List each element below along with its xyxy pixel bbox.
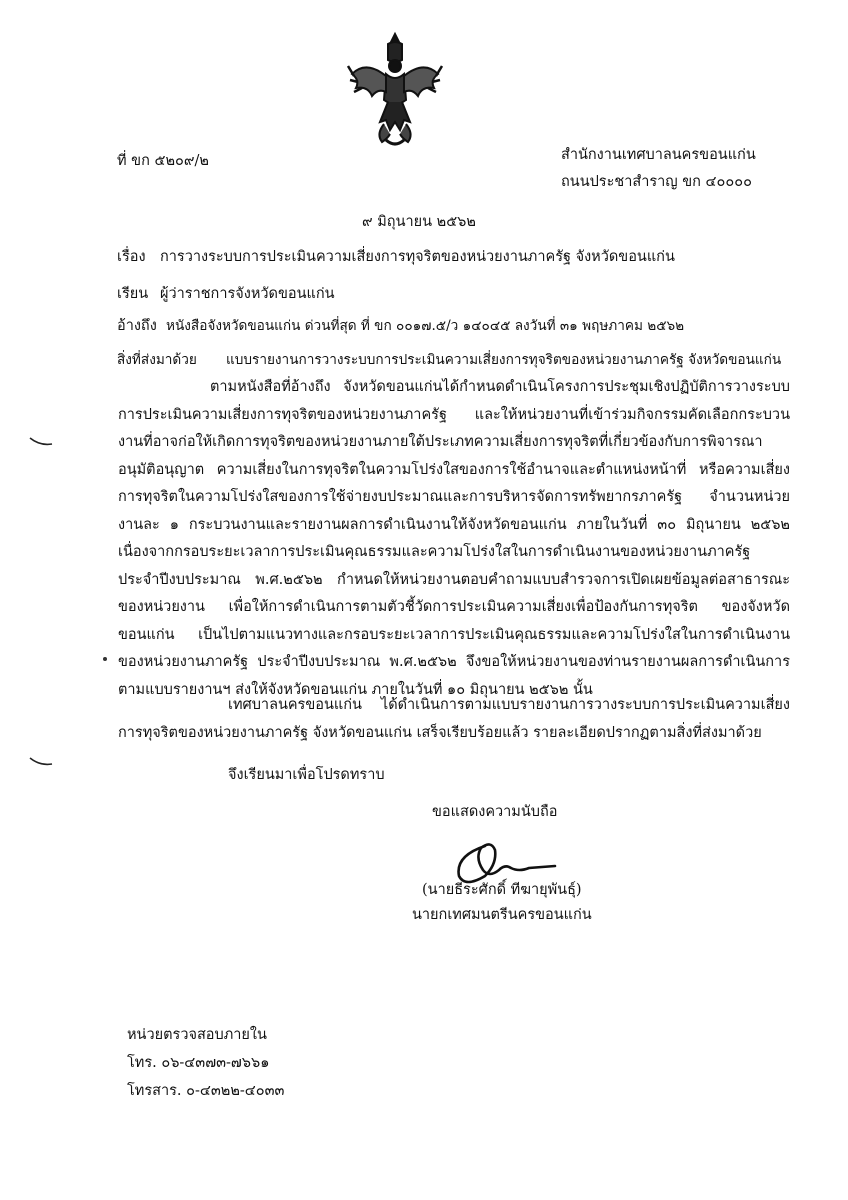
body-paragraph-2-text: เทศบาลนครขอนแก่น ได้ดำเนินการตามแบบรายงานการวางระบบการประเมินความเสี่ยงการทุจริตของหน่วยงานภาครัฐ จังหวัดขอนแก่น เสร็จเรียบร้อยแล้ว รายละเอียดปรากฏตามสิ่งที่ส่งมาด้วย bbox=[118, 697, 790, 741]
footer-fax: โทรสาร. ๐-๔๓๒๒-๔๐๓๓ bbox=[127, 1083, 285, 1099]
reference-label: อ้างถึง bbox=[117, 318, 157, 334]
reference-text: หนังสือจังหวัดขอนแก่น ด่วนที่สุด ที่ ขก ๐๐๑๗.๕/ว ๑๔๐๔๕ ลงวันที่ ๓๑ พฤษภาคม ๒๕๖๒ bbox=[166, 318, 685, 334]
reference-number: ที่ ขก ๕๒๐๙/๒ bbox=[117, 153, 209, 169]
scan-dot bbox=[100, 654, 110, 664]
closing-text: ขอแสดงความนับถือ bbox=[432, 804, 558, 820]
subject-label: เรื่อง bbox=[117, 249, 146, 265]
to-label: เรียน bbox=[117, 286, 149, 302]
issuer-address: ถนนประชาสำราญ ขก ๔๐๐๐๐ bbox=[561, 174, 752, 190]
body-paragraph-1-text: ตามหนังสือที่อ้างถึง จังหวัดขอนแก่นได้กำหนดดำเนินโครงการประชุมเชิงปฏิบัติการวางระบบการประเมินความเสี่ยงการทุจริตของหน่วยงานภาครัฐ และให้หน่วยงานที่เข้าร่วมกิจกรรมคัดเลือกกระบวนงานที่อาจก่อให้เกิดการทุจริตของหน่วยงานภายใต้ประเภทความเสี่ยงการทุจริตที่เกี่ยวข้องกับการพิจารณาอนุมัติอนุญาต ความเสี่ยงในการทุจริตในความโปร่งใสของการใช้อำนาจและตำแหน่งหน้าที่ หรือความเสี่ยงการทุจริตในความโปร่งใสของการใช้จ่ายงบประมาณและการบริหารจัดการทรัพยากรภาครัฐ จำนวนหน่วยงานละ ๑ กระบวนงานและรายงานผลการดำเนินงานให้จังหวัดขอนแก่น ภายในวันที่ ๓๐ มิถุนายน ๒๕๖๒ เนื่องจากกรอบระยะเวลาการประเมินคุณธรรมและความโปร่งใสในการดำเนินงานของหน่วยงานภาครัฐ ประจำปีงบประมาณ พ.ศ.๒๕๖๒ กำหนดให้หน่วยงานตอบคำถามแบบสำรวจการเปิดเผยข้อมูลต่อสาธารณะของหน่วยงาน เพื่อให้การดำเนินการตามตัวชี้วัดการประเมินความเสี่ยงเพื่อป้องกันการทุจริต ของจังหวัดขอนแก่น เป็นไปตามแนวทางและกรอบระยะเวลาการประเมินคุณธรรมและความโปร่งใสในการดำเนินงานของหน่วยงานภาครัฐ ประจำปีงบประมาณ พ.ศ.๒๕๖๒ จึงขอให้หน่วยงานของท่านรายงานผลการดำเนินการตามแบบรายงานฯ ส่งให้จังหวัดขอนแก่น ภายในวันที่ ๑๐ มิถุนายน ๒๕๖๒ นั้น bbox=[118, 379, 790, 698]
body-paragraph-3: จึงเรียนมาเพื่อโปรดทราบ bbox=[228, 767, 385, 783]
enclosure-text: แบบรายงานการวางระบบการประเมินความเสี่ยงการทุจริตของหน่วยงานภาครัฐ จังหวัดขอนแก่น bbox=[226, 352, 782, 368]
subject-text: การวางระบบการประเมินความเสี่ยงการทุจริตของหน่วยงานภาครัฐ จังหวัดขอนแก่น bbox=[160, 249, 675, 265]
body-paragraph-1 bbox=[118, 374, 790, 704]
signer-title: นายกเทศมนตรีนครขอนแก่น bbox=[412, 907, 592, 923]
to-text: ผู้ว่าราชการจังหวัดขอนแก่น bbox=[160, 286, 335, 302]
punch-mark bbox=[28, 756, 54, 768]
body-paragraph-2 bbox=[118, 692, 790, 747]
issuer-office: สำนักงานเทศบาลนครขอนแก่น bbox=[561, 147, 756, 163]
footer-unit: หน่วยตรวจสอบภายใน bbox=[127, 1027, 267, 1043]
letter-date: ๙ มิถุนายน ๒๕๖๒ bbox=[362, 214, 476, 230]
signer-name: (นายธีระศักดิ์ ทีฆายุพันธุ์) bbox=[422, 882, 582, 898]
garuda-emblem-icon bbox=[346, 30, 444, 150]
enclosure-label: สิ่งที่ส่งมาด้วย bbox=[117, 352, 197, 368]
punch-mark bbox=[28, 436, 54, 448]
footer-phone: โทร. ๐๖-๔๓๗๓-๗๖๖๑ bbox=[127, 1055, 270, 1071]
